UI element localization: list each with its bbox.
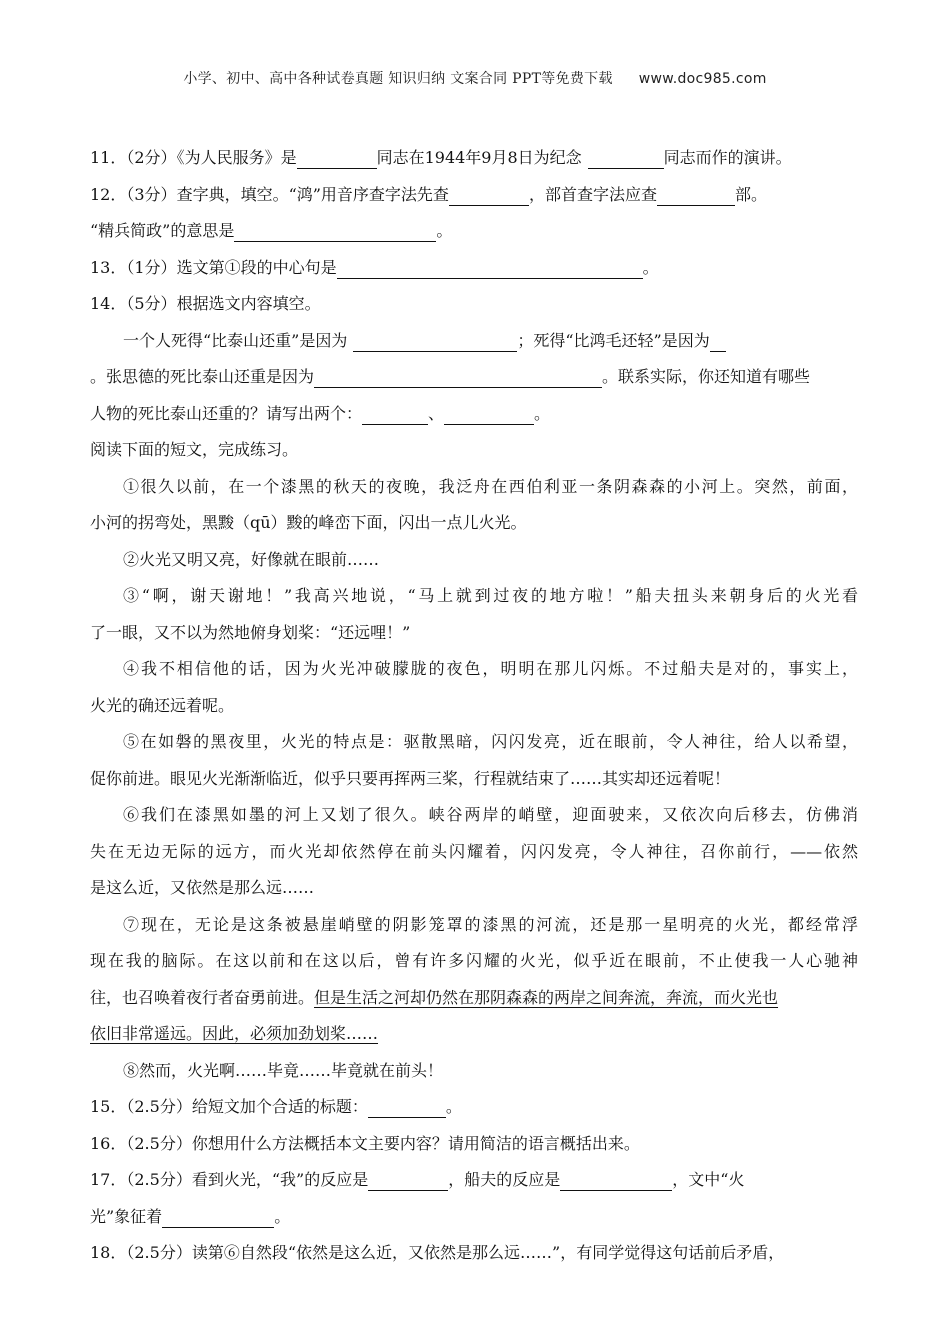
answer-blank[interactable]: [560, 1168, 672, 1191]
paragraph-1: ①很久以前，在一个漆黑的秋天的夜晚，我泛舟在西伯利亚一条阴森森的小河上。突然，前面，: [123, 476, 858, 496]
page-header: [0, 68, 950, 88]
question-score: （2.5分）: [126, 1243, 192, 1262]
answer-blank[interactable]: [368, 1095, 446, 1118]
question-14: [90, 286, 858, 323]
question-12-cont: [90, 213, 858, 250]
question-score: （2.5分）: [126, 1170, 192, 1189]
paragraph-7-cont: [90, 1016, 858, 1053]
question-text: 同志而作的演讲。: [663, 148, 792, 167]
reading-intro: 阅读下面的短文，完成练习。: [90, 440, 299, 459]
question-score: （2分）: [126, 148, 177, 167]
paragraph-4-cont: 火光的确还远着呢。: [90, 695, 235, 715]
underlined-sentence: 依旧非常遥远。因此，必须加劲划桨……: [90, 1024, 379, 1043]
question-text: 。: [445, 1097, 462, 1116]
question-11: [90, 140, 858, 177]
header-site-link[interactable]: www.doc985.com: [638, 71, 767, 87]
question-number: 12．: [90, 184, 127, 204]
question-number: 18．: [90, 1243, 127, 1262]
question-number: 17．: [90, 1170, 127, 1189]
question-text: ，文中“火: [672, 1170, 745, 1189]
paragraph-1-cont: 小河的拐弯处，黑黢（qū）黢的峰峦下面，闪出一点儿火光。: [90, 513, 527, 532]
question-16: [90, 1126, 858, 1163]
question-text: 。联系实际，你还知道有哪些: [602, 367, 811, 386]
question-text: 看到火光，“我”的反应是: [191, 1170, 369, 1189]
question-score: （5分）: [126, 294, 177, 313]
answer-blank[interactable]: [337, 256, 643, 279]
question-14-line: [90, 323, 858, 360]
question-12: [90, 177, 858, 214]
question-score: （2.5分）: [126, 1097, 192, 1116]
question-18: [90, 1235, 858, 1272]
question-17: [90, 1162, 858, 1199]
question-text: 。: [642, 257, 659, 277]
question-score: （3分）: [126, 184, 177, 204]
question-text: “精兵简政”的意思是: [90, 221, 235, 240]
question-number: 14．: [90, 294, 127, 313]
paragraph-7-cont: 现在我的脑际。在这以前和在这以后，曾有许多闪耀的火光，似乎近在眼前，不止使我一人心驰神: [90, 951, 858, 970]
question-text: 《为人民服务》是: [176, 148, 297, 167]
answer-blank[interactable]: [353, 329, 517, 352]
header-text: 小学、初中、高中各种试卷真题 知识归纳 文案合同 PPT等免费下载: [183, 71, 613, 87]
answer-blank[interactable]: [449, 183, 529, 206]
question-text: 光”象征着: [90, 1206, 163, 1226]
document-body: [90, 140, 858, 1272]
question-text: 部。: [734, 184, 767, 204]
question-text: 人物的死比泰山还重的？请写出两个：: [90, 403, 363, 423]
paragraph-7: ⑦现在，无论是这条被悬崖峭壁的阴影笼罩的漆黑的河流，还是那一星明亮的火光，都经常浮: [123, 914, 858, 934]
question-number: 11．: [90, 148, 127, 167]
question-text: 。张思德的死比泰山还重是因为: [90, 367, 315, 386]
answer-blank[interactable]: [234, 219, 436, 242]
question-text: ，部首查字法应查: [528, 184, 657, 204]
question-17-cont: [90, 1199, 858, 1236]
answer-blank[interactable]: [314, 365, 602, 388]
question-14-line: [90, 359, 858, 396]
question-text: 查字典，填空。“鸿”用音序查字法先查: [176, 184, 449, 204]
paragraph-3: ③“啊，谢天谢地！”我高兴地说，“马上就到过夜的地方啦！”船夫扭头来朝身后的火光看: [123, 586, 858, 605]
question-number: 15．: [90, 1097, 127, 1116]
paragraph-6-cont: 是这么近，又依然是那么远……: [90, 878, 315, 897]
paragraph-8: ⑧然而，火光啊……毕竟……毕竟就在前头！: [123, 1060, 444, 1080]
question-text: 根据选文内容填空。: [176, 294, 321, 313]
question-text: 、: [428, 403, 445, 423]
question-text: ，船夫的反应是: [448, 1170, 561, 1189]
paragraph-text: 往，也召唤着夜行者奋勇前进。: [90, 987, 315, 1007]
question-score: （1分）: [126, 257, 177, 277]
question-text: 。: [534, 403, 551, 423]
underlined-sentence: 但是生活之河却仍然在那阴森森的两岸之间奔流，奔流，而火光也: [314, 987, 779, 1007]
question-text: 你想用什么方法概括本文主要内容？请用简洁的语言概括出来。: [191, 1133, 640, 1153]
question-score: （2.5分）: [126, 1133, 192, 1153]
answer-blank[interactable]: [162, 1205, 274, 1228]
answer-blank[interactable]: [362, 402, 428, 425]
question-text: 。: [436, 221, 453, 240]
answer-blank[interactable]: [368, 1168, 448, 1191]
answer-blank[interactable]: [297, 146, 377, 169]
question-text: 选文第①段的中心句是: [176, 257, 337, 277]
question-number: 16．: [90, 1133, 127, 1153]
paragraph-3-cont: 了一眼，又不以为然地俯身划桨：“还远哩！”: [90, 622, 411, 642]
paragraph-2: ②火光又明又亮，好像就在眼前……: [123, 549, 380, 569]
question-text: 。: [274, 1206, 291, 1226]
question-14-line: [90, 396, 858, 433]
question-number: 13．: [90, 257, 127, 277]
paragraph-4: ④我不相信他的话，因为火光冲破朦胧的夜色，明明在那儿闪烁。不过船夫是对的，事实上，: [123, 659, 858, 678]
question-text: ；死得“比鸿毛还轻”是因为: [517, 330, 710, 350]
paragraph-5: ⑤在如磐的黑夜里，火光的特点是：驱散黑暗，闪闪发亮，近在眼前，令人神往，给人以希望，: [123, 732, 858, 751]
answer-blank[interactable]: [444, 402, 534, 425]
question-text: 给短文加个合适的标题：: [191, 1097, 368, 1116]
paragraph-5-cont: 促你前进。眼见火光渐渐临近，似乎只要再挥两三桨，行程就结束了……其实却还远着呢！: [90, 768, 731, 788]
paragraph-6-cont: 失在无边无际的远方，而火光却依然停在前头闪耀着，闪闪发亮，令人神往，召你前行，——依然: [90, 841, 858, 861]
answer-blank[interactable]: [710, 329, 726, 352]
question-text: 一个人死得“比泰山还重”是因为: [123, 330, 348, 350]
question-text: 同志在1944年9月8日为纪念: [376, 148, 582, 167]
question-text: 读第⑥自然段“依然是这么近，又依然是那么远……”，有同学觉得这句话前后矛盾，: [191, 1243, 785, 1262]
paragraph-7-cont: [90, 980, 858, 1017]
answer-blank[interactable]: [588, 146, 664, 169]
question-13: [90, 250, 858, 287]
answer-blank[interactable]: [657, 183, 735, 206]
question-15: [90, 1089, 858, 1126]
paragraph-6: ⑥我们在漆黑如墨的河上又划了很久。峡谷两岸的峭壁，迎面驶来，又依次向后移去，仿佛消: [123, 805, 858, 824]
